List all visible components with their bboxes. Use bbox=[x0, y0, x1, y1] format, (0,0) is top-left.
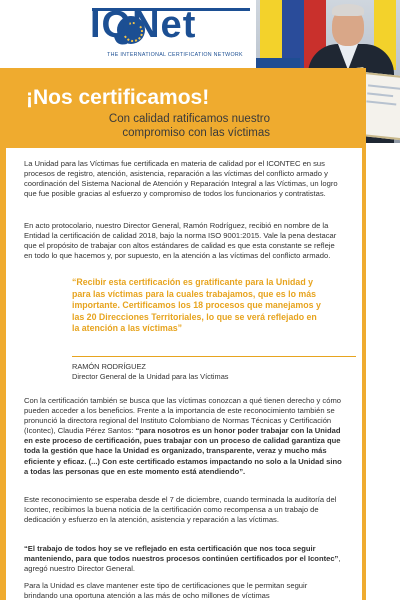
logo-tagline: THE INTERNATIONAL CERTIFICATION NETWORK bbox=[107, 52, 243, 58]
director-quote-tail: , agregó nuestro Director General. bbox=[24, 554, 341, 574]
certificate-line bbox=[367, 92, 393, 97]
paragraph-icontec-quote: “para nosotros es un honor poder trabajar con la Unidad en este proceso de certificación, pues trabajar con un proceso de calidad garantiza que toda la gestión que hace la Unidad es organizado, transparente, veraz y mucho más eficiente y eficaz. (...) Con este certificado estamos impactando no solo a la Unidad sino a todas las personas que en este momento está atendiendo”. bbox=[24, 426, 342, 476]
quote-author-role: Director General de la Unidad para las Víctimas bbox=[72, 372, 229, 381]
paragraph-icontec bbox=[24, 396, 342, 477]
paragraph-director-quote bbox=[24, 544, 342, 574]
quote-divider bbox=[72, 356, 356, 357]
director-quote: “El trabajo de todos hoy se ve reflejado en esta certificación que nos toca seguir manteniendo, para que todos nuestros procesos continúen certificados por el Icontec” bbox=[24, 544, 339, 564]
paragraph-closing: Para la Unidad es clave mantener este tipo de certificaciones que le permitan seguir brindando una oportuna atención a las más de ocho millones de víctimas bbox=[24, 581, 308, 600]
logo-wordmark: IQNet bbox=[90, 4, 197, 46]
page-subtitle: Con calidad ratificamos nuestro compromiso con las víctimas bbox=[108, 113, 270, 139]
paragraph-ceremony: En acto protocolario, nuestro Director General, Ramón Rodríguez, recibió en nombre de la Entidad la certificación de calidad 2018, bajo la norma ISO 9001:2015. Vale la pena destacar que el propósito de trabajar con altos estándares de calidad es que esta constante se refleje en todo lo que hacemos y, por supuesto, en la atención a las víctimas del conflicto armado. bbox=[24, 221, 337, 261]
paragraph-certification: La Unidad para las Víctimas fue certificada en materia de calidad por el ICONTEC en sus procesos de registro, atención, asistencia, reparación a las víctimas del conflicto armado y coordinación del Sistema Nacional de Atención y Reparación Integral a las Víctimas, un logro que fue posible gracias al esfuerzo y compromiso de todos los funcionarios y contratistas. bbox=[24, 159, 338, 199]
iqnet-logo bbox=[90, 6, 260, 64]
certificate-line bbox=[366, 100, 396, 105]
page-title: ¡Nos certificamos! bbox=[26, 86, 210, 109]
certificate-line bbox=[368, 84, 400, 90]
pull-quote: “Recibir esta certificación es gratificante para la Unidad y para las víctimas para la cuales trabajamos, que es lo más importante. Certificamos los 18 procesos que manejamos y las 20 Direcciones Territoriales, lo que se verá reflejado en la atención a las víctimas” bbox=[72, 277, 321, 333]
paragraph-recognition: Este reconocimiento se esperaba desde el 7 de diciembre, cuando terminada la auditoría del Icontec, recibimos la buena noticia de la certificación como recompensa a un trabajo de dedicación y esfuerzo en la atención, asistencia y reparación a las víctimas. bbox=[24, 495, 337, 525]
paragraph-icontec-intro: Con la certificación también se busca que las víctimas conozcan a qué tienen derecho y cómo pueden acceder a los beneficios. Frente a la importancia de este reconocimiento también se pronunció la directora regional del Instituto Colombiano de Normas Técnicas y Certificación (Icontec), Claudia Pérez Santos: bbox=[24, 396, 342, 436]
quote-author: RAMÓN RODRÍGUEZ bbox=[72, 362, 146, 371]
person-hair bbox=[332, 4, 364, 16]
